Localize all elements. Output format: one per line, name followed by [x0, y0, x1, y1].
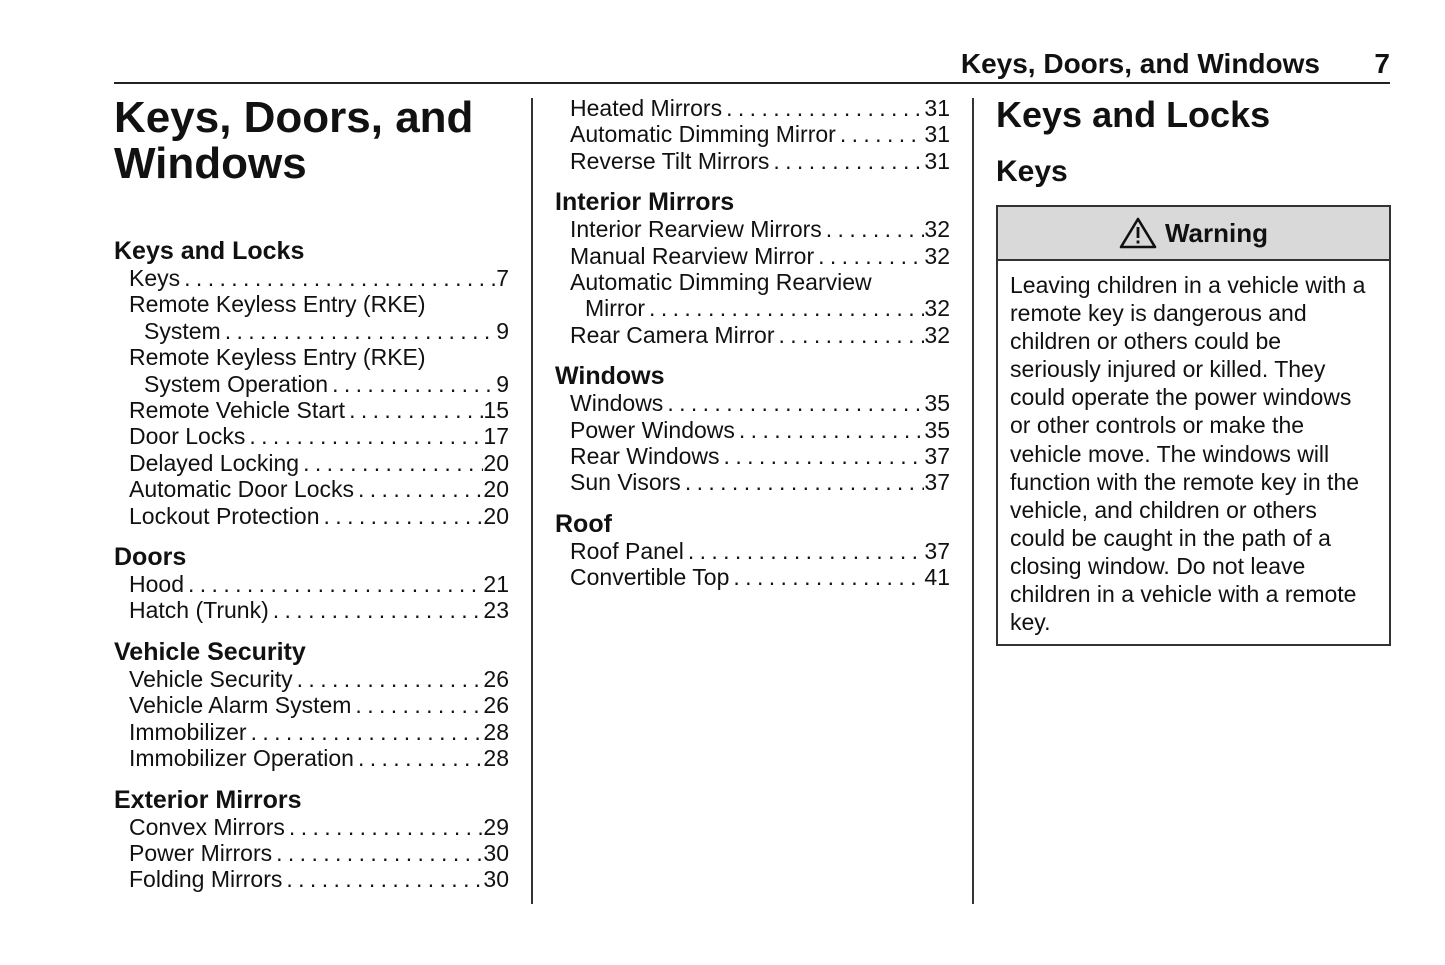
page-number: 7 [1374, 48, 1390, 79]
toc-entry[interactable]: Vehicle Security . . . 26 [114, 666, 509, 692]
toc-entry[interactable]: Power Mirrors . . . 30 [114, 840, 509, 866]
toc-entry[interactable]: Interior Rearview Mirrors . . . 32 [555, 216, 950, 242]
toc-entry[interactable]: Lockout Protection . . . 20 [114, 503, 509, 529]
toc-section-heading: Roof [555, 509, 612, 538]
toc-entry-wrap[interactable]: Remote Keyless Entry (RKE) [129, 344, 426, 371]
toc-entry[interactable]: Sun Visors . . . 37 [555, 469, 950, 495]
content-column [996, 95, 1391, 646]
toc-entry-wrap[interactable]: Automatic Dimming Rearview [570, 269, 872, 296]
toc-entry[interactable]: Keys . . . 7 [114, 265, 509, 291]
warning-box [996, 205, 1391, 646]
toc-entry[interactable]: Door Locks . . . 17 [114, 423, 509, 449]
toc-entry[interactable]: Vehicle Alarm System . . . 26 [114, 692, 509, 718]
toc-list [555, 390, 950, 496]
toc-entry[interactable]: Automatic Dimming Mirror . . . 31 [555, 121, 950, 147]
toc-entry[interactable]: System Operation . . . 9 [114, 371, 509, 397]
column-divider [972, 98, 974, 904]
toc-section-heading: Interior Mirrors [555, 188, 735, 217]
toc-entry[interactable]: Mirror . . . 32 [555, 295, 950, 321]
toc-section-heading: Windows [555, 362, 665, 391]
toc-entry[interactable]: Heated Mirrors . . . 31 [555, 95, 950, 121]
toc-entry[interactable]: Delayed Locking . . . 20 [114, 450, 509, 476]
toc-list [114, 814, 509, 893]
toc-entry[interactable]: Rear Windows . . . 37 [555, 443, 950, 469]
toc-list [114, 265, 509, 529]
toc-entry[interactable]: Convex Mirrors . . . 29 [114, 814, 509, 840]
running-title: Keys, Doors, and Windows [960, 48, 1320, 79]
section-heading: Keys and Locks [996, 94, 1271, 135]
toc-list [114, 666, 509, 772]
toc-entry[interactable]: Convertible Top . . . 41 [555, 564, 950, 590]
warning-triangle-icon [1119, 217, 1157, 249]
toc-entry[interactable]: Hatch (Trunk) . . . 23 [114, 597, 509, 623]
toc-section-heading: Exterior Mirrors [114, 785, 302, 814]
toc-column-2 [555, 95, 950, 605]
subsection-heading: Keys [996, 155, 1068, 188]
column-divider [531, 98, 533, 904]
toc-entry[interactable]: Power Windows . . . 35 [555, 417, 950, 443]
toc-entry-wrap[interactable]: Remote Keyless Entry (RKE) [129, 291, 426, 318]
running-header [114, 46, 1390, 84]
toc-entry[interactable]: Hood . . . 21 [114, 571, 509, 597]
toc-entry[interactable]: Folding Mirrors . . . 30 [114, 866, 509, 892]
toc-section-heading: Keys and Locks [114, 237, 305, 265]
toc-entry[interactable]: Rear Camera Mirror . . . 32 [555, 322, 950, 348]
toc-entry[interactable]: Reverse Tilt Mirrors . . . 31 [555, 148, 950, 174]
toc-list [555, 216, 950, 348]
toc-entry[interactable]: Immobilizer Operation . . . 28 [114, 745, 509, 771]
toc-entry[interactable]: Remote Vehicle Start . . . 15 [114, 397, 509, 423]
toc-list [555, 95, 950, 174]
warning-title: Warning [1164, 217, 1269, 248]
toc-list [555, 538, 950, 591]
toc-entry[interactable]: Manual Rearview Mirror . . . 32 [555, 243, 950, 269]
toc-entry[interactable]: System . . . 9 [114, 318, 509, 344]
warning-header [998, 207, 1389, 261]
toc-list [114, 571, 509, 624]
toc-entry[interactable]: Automatic Door Locks . . . 20 [114, 476, 509, 502]
chapter-title: Keys, Doors, and Windows [114, 93, 474, 188]
toc-section-heading: Vehicle Security [114, 637, 306, 666]
toc-entry[interactable]: Immobilizer . . . 28 [114, 719, 509, 745]
warning-text: Leaving children in a vehicle with a remote key is dangerous and children or others could be seriously injured or killed. They could operate the power windows or other controls or make the vehicle move. The windows will function with the remote key in the vehicle, and children or others could be caught in the path of a closing window. Do not leave children in a vehicle with a remote key. [1010, 272, 1366, 636]
toc-entry[interactable]: Roof Panel . . . 37 [555, 538, 950, 564]
toc-column-1 [114, 95, 509, 907]
toc-section-heading: Doors [114, 543, 187, 572]
toc-entry[interactable]: Windows . . . 35 [555, 390, 950, 416]
